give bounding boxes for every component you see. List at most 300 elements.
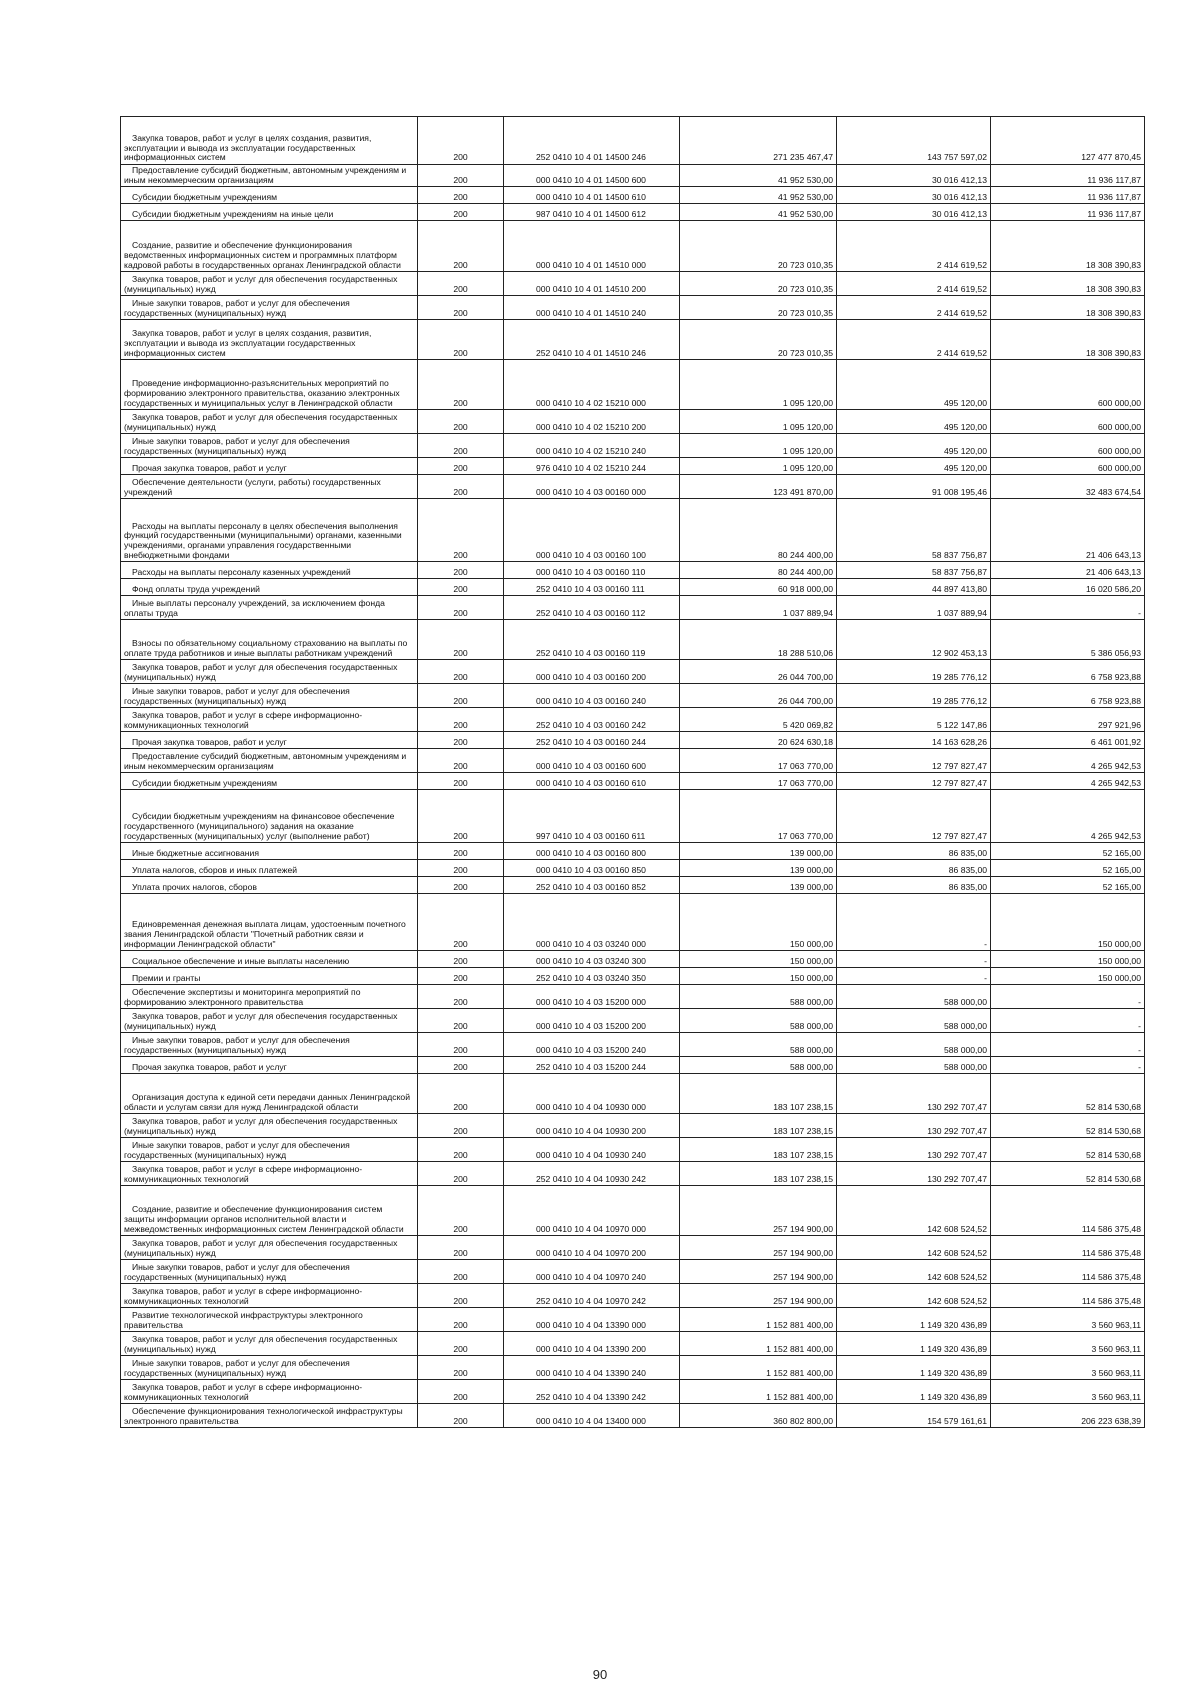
row-classification-code: 252 0410 10 4 01 14510 246 <box>504 320 680 360</box>
row-name: Взносы по обязательному социальному страхованию на выплаты по оплате труда работников и иные выплаты работникам учреждений <box>124 638 408 658</box>
table-row <box>121 272 1145 296</box>
row-classification-code: 252 0410 10 4 01 14500 246 <box>504 117 680 165</box>
row-classification-code: 252 0410 10 4 04 10930 242 <box>504 1162 680 1186</box>
row-executed-amount: 2 414 619,52 <box>837 296 991 320</box>
row-line-code: 200 <box>418 1057 504 1074</box>
row-line-code: 200 <box>418 951 504 968</box>
row-line-code: 200 <box>418 1284 504 1308</box>
row-classification-code: 000 0410 10 4 03 00160 110 <box>504 562 680 579</box>
row-name-cell <box>121 296 418 320</box>
row-executed-amount: 588 000,00 <box>837 985 991 1009</box>
row-name-cell <box>121 1236 418 1260</box>
row-line-code: 200 <box>418 499 504 562</box>
table-row <box>121 985 1145 1009</box>
row-name-cell <box>121 596 418 620</box>
row-remaining-amount: 600 000,00 <box>991 458 1145 475</box>
row-approved-amount: 588 000,00 <box>680 1057 837 1074</box>
row-name-cell <box>121 894 418 951</box>
row-line-code: 200 <box>418 562 504 579</box>
row-approved-amount: 20 723 010,35 <box>680 320 837 360</box>
table-row <box>121 499 1145 562</box>
row-classification-code: 000 0410 10 4 02 15210 240 <box>504 434 680 458</box>
row-executed-amount: 12 902 453,13 <box>837 620 991 660</box>
page-number: 90 <box>592 1667 608 1682</box>
row-line-code: 200 <box>418 204 504 221</box>
row-line-code: 200 <box>418 860 504 877</box>
row-name: Премии и гранты <box>132 972 201 983</box>
row-executed-amount: 154 579 161,61 <box>837 1404 991 1428</box>
row-name: Обеспечение функционирования технологической инфраструктуры электронного правительства <box>124 1406 403 1426</box>
row-name: Фонд оплаты труда учреждений <box>132 583 260 594</box>
row-line-code: 200 <box>418 1114 504 1138</box>
row-name: Прочая закупка товаров, работ и услуг <box>132 462 287 473</box>
table-body <box>121 117 1145 1428</box>
row-approved-amount: 80 244 400,00 <box>680 562 837 579</box>
table-row <box>121 221 1145 272</box>
table-row <box>121 1404 1145 1428</box>
row-executed-amount: 86 835,00 <box>837 843 991 860</box>
row-executed-amount: 142 608 524,52 <box>837 1186 991 1236</box>
row-name: Иные закупки товаров, работ и услуг для обеспечения государственных (муниципальных) нужд <box>124 1262 350 1282</box>
row-approved-amount: 150 000,00 <box>680 894 837 951</box>
row-executed-amount: 30 016 412,13 <box>837 165 991 187</box>
row-classification-code: 252 0410 10 4 03 00160 112 <box>504 596 680 620</box>
row-line-code: 200 <box>418 221 504 272</box>
row-name: Единовременная денежная выплата лицам, удостоенным почетного звания Ленинградской области "Почетный работник связи и информации Ленинградской области" <box>124 919 406 949</box>
row-name: Закупка товаров, работ и услуг в сфере информационно-коммуникационных технологий <box>124 1164 363 1184</box>
row-approved-amount: 60 918 000,00 <box>680 579 837 596</box>
row-name-cell <box>121 860 418 877</box>
row-remaining-amount: 6 758 923,88 <box>991 660 1145 684</box>
table-row <box>121 410 1145 434</box>
row-line-code: 200 <box>418 790 504 843</box>
row-approved-amount: 360 802 800,00 <box>680 1404 837 1428</box>
table-row <box>121 1236 1145 1260</box>
row-line-code: 200 <box>418 1356 504 1380</box>
row-name: Иные закупки товаров, работ и услуг для обеспечения государственных (муниципальных) нужд <box>124 436 350 456</box>
row-name-cell <box>121 749 418 773</box>
row-approved-amount: 588 000,00 <box>680 985 837 1009</box>
row-remaining-amount: - <box>991 1033 1145 1057</box>
row-line-code: 200 <box>418 165 504 187</box>
row-remaining-amount: 18 308 390,83 <box>991 296 1145 320</box>
row-remaining-amount: 6 758 923,88 <box>991 684 1145 708</box>
table-row <box>121 1186 1145 1236</box>
row-remaining-amount: 11 936 117,87 <box>991 165 1145 187</box>
row-approved-amount: 150 000,00 <box>680 951 837 968</box>
row-line-code: 200 <box>418 1236 504 1260</box>
table-row <box>121 320 1145 360</box>
row-name-cell <box>121 1332 418 1356</box>
row-name-cell <box>121 1162 418 1186</box>
row-line-code: 200 <box>418 1332 504 1356</box>
row-name-cell <box>121 499 418 562</box>
budget-execution-table <box>120 116 1145 1428</box>
row-name-cell <box>121 320 418 360</box>
row-line-code: 200 <box>418 684 504 708</box>
row-name: Субсидии бюджетным учреждениям на финансовое обеспечение государственного (муниципального) задания на оказание государственных (муниципальных) услуг (выполнение работ) <box>124 811 395 841</box>
table-row <box>121 579 1145 596</box>
row-executed-amount: 495 120,00 <box>837 410 991 434</box>
table-row <box>121 1009 1145 1033</box>
table-row <box>121 1308 1145 1332</box>
row-name: Расходы на выплаты персоналу в целях обеспечения выполнения функций государственными (муниципальными) органами, казенными учреждениями, органами управления государственными внебюджетными фондами <box>124 520 402 560</box>
row-approved-amount: 1 037 889,94 <box>680 596 837 620</box>
row-remaining-amount: 52 814 530,68 <box>991 1074 1145 1114</box>
row-line-code: 200 <box>418 708 504 732</box>
row-classification-code: 000 0410 10 4 04 13390 000 <box>504 1308 680 1332</box>
row-name-cell <box>121 434 418 458</box>
row-approved-amount: 26 044 700,00 <box>680 684 837 708</box>
row-executed-amount: 130 292 707,47 <box>837 1138 991 1162</box>
budget-table-sheet <box>120 116 1144 1428</box>
row-executed-amount: 143 757 597,02 <box>837 117 991 165</box>
table-row <box>121 749 1145 773</box>
row-name-cell <box>121 843 418 860</box>
row-approved-amount: 139 000,00 <box>680 860 837 877</box>
row-line-code: 200 <box>418 360 504 410</box>
table-row <box>121 1114 1145 1138</box>
table-row <box>121 1033 1145 1057</box>
row-classification-code: 000 0410 10 4 02 15210 200 <box>504 410 680 434</box>
row-name: Иные закупки товаров, работ и услуг для обеспечения государственных (муниципальных) нужд <box>124 1140 350 1160</box>
row-executed-amount: 58 837 756,87 <box>837 499 991 562</box>
row-remaining-amount: 114 586 375,48 <box>991 1186 1145 1236</box>
table-row <box>121 1332 1145 1356</box>
row-classification-code: 252 0410 10 4 03 00160 242 <box>504 708 680 732</box>
row-line-code: 200 <box>418 434 504 458</box>
row-name: Иные бюджетные ассигнования <box>132 847 260 858</box>
row-line-code: 200 <box>418 117 504 165</box>
row-name: Закупка товаров, работ и услуг в целях создания, развития, эксплуатации и вывода из эксплуатации государственных информационных систем <box>124 328 372 358</box>
row-executed-amount: 12 797 827,47 <box>837 790 991 843</box>
row-name: Прочая закупка товаров, работ и услуг <box>132 736 287 747</box>
row-classification-code: 000 0410 10 4 03 15200 240 <box>504 1033 680 1057</box>
row-name: Субсидии бюджетным учреждениям <box>132 191 278 202</box>
row-classification-code: 000 0410 10 4 04 10930 200 <box>504 1114 680 1138</box>
row-approved-amount: 20 723 010,35 <box>680 272 837 296</box>
table-row <box>121 475 1145 499</box>
row-remaining-amount: - <box>991 596 1145 620</box>
row-executed-amount: 44 897 413,80 <box>837 579 991 596</box>
row-name: Обеспечение экспертизы и мониторинга мероприятий по формированию электронного правительства <box>124 987 361 1007</box>
row-line-code: 200 <box>418 1009 504 1033</box>
row-executed-amount: - <box>837 968 991 985</box>
row-remaining-amount: 3 560 963,11 <box>991 1380 1145 1404</box>
row-line-code: 200 <box>418 296 504 320</box>
row-name-cell <box>121 204 418 221</box>
row-remaining-amount: 206 223 638,39 <box>991 1404 1145 1428</box>
row-name-cell <box>121 1186 418 1236</box>
row-classification-code: 000 0410 10 4 03 00160 600 <box>504 749 680 773</box>
row-executed-amount: 1 037 889,94 <box>837 596 991 620</box>
row-remaining-amount: 4 265 942,53 <box>991 790 1145 843</box>
row-name-cell <box>121 562 418 579</box>
row-name-cell <box>121 458 418 475</box>
row-remaining-amount: 18 308 390,83 <box>991 221 1145 272</box>
row-classification-code: 000 0410 10 4 03 03240 300 <box>504 951 680 968</box>
row-executed-amount: 588 000,00 <box>837 1033 991 1057</box>
row-remaining-amount: 150 000,00 <box>991 968 1145 985</box>
row-name: Иные закупки товаров, работ и услуг для обеспечения государственных (муниципальных) нужд <box>124 686 350 706</box>
row-name-cell <box>121 968 418 985</box>
row-name-cell <box>121 1380 418 1404</box>
row-remaining-amount: 127 477 870,45 <box>991 117 1145 165</box>
row-remaining-amount: 18 308 390,83 <box>991 272 1145 296</box>
row-executed-amount: 1 149 320 436,89 <box>837 1308 991 1332</box>
row-approved-amount: 17 063 770,00 <box>680 773 837 790</box>
row-remaining-amount: - <box>991 985 1145 1009</box>
row-remaining-amount: 11 936 117,87 <box>991 204 1145 221</box>
row-classification-code: 000 0410 10 4 01 14510 200 <box>504 272 680 296</box>
row-name: Развитие технологической инфраструктуры электронного правительства <box>124 1310 363 1330</box>
row-name-cell <box>121 708 418 732</box>
row-name-cell <box>121 272 418 296</box>
row-name-cell <box>121 1074 418 1114</box>
row-classification-code: 000 0410 10 4 03 00160 100 <box>504 499 680 562</box>
row-executed-amount: - <box>837 894 991 951</box>
row-executed-amount: - <box>837 951 991 968</box>
row-executed-amount: 130 292 707,47 <box>837 1114 991 1138</box>
row-approved-amount: 5 420 069,82 <box>680 708 837 732</box>
row-remaining-amount: 5 386 056,93 <box>991 620 1145 660</box>
row-line-code: 200 <box>418 843 504 860</box>
row-line-code: 200 <box>418 985 504 1009</box>
row-approved-amount: 20 723 010,35 <box>680 296 837 320</box>
row-approved-amount: 257 194 900,00 <box>680 1284 837 1308</box>
row-remaining-amount: 18 308 390,83 <box>991 320 1145 360</box>
row-line-code: 200 <box>418 1404 504 1428</box>
table-row <box>121 1380 1145 1404</box>
row-name: Закупка товаров, работ и услуг в сфере информационно-коммуникационных технологий <box>124 1286 363 1306</box>
row-executed-amount: 495 120,00 <box>837 458 991 475</box>
row-classification-code: 000 0410 10 4 03 00160 000 <box>504 475 680 499</box>
row-executed-amount: 58 837 756,87 <box>837 562 991 579</box>
table-row <box>121 1260 1145 1284</box>
row-name-cell <box>121 117 418 165</box>
row-remaining-amount: 600 000,00 <box>991 410 1145 434</box>
row-line-code: 200 <box>418 1186 504 1236</box>
row-classification-code: 000 0410 10 4 04 13390 200 <box>504 1332 680 1356</box>
row-classification-code: 252 0410 10 4 03 00160 852 <box>504 877 680 894</box>
row-name-cell <box>121 475 418 499</box>
row-line-code: 200 <box>418 749 504 773</box>
row-name-cell <box>121 1284 418 1308</box>
row-approved-amount: 183 107 238,15 <box>680 1138 837 1162</box>
row-approved-amount: 1 095 120,00 <box>680 458 837 475</box>
row-executed-amount: 588 000,00 <box>837 1057 991 1074</box>
row-remaining-amount: 114 586 375,48 <box>991 1236 1145 1260</box>
row-approved-amount: 1 152 881 400,00 <box>680 1308 837 1332</box>
row-name: Закупка товаров, работ и услуг для обеспечения государственных (муниципальных) нужд <box>124 1116 398 1136</box>
row-line-code: 200 <box>418 579 504 596</box>
row-executed-amount: 5 122 147,86 <box>837 708 991 732</box>
row-approved-amount: 150 000,00 <box>680 968 837 985</box>
table-row <box>121 458 1145 475</box>
row-remaining-amount: 52 165,00 <box>991 860 1145 877</box>
row-approved-amount: 1 095 120,00 <box>680 434 837 458</box>
row-remaining-amount: 600 000,00 <box>991 360 1145 410</box>
row-executed-amount: 1 149 320 436,89 <box>837 1356 991 1380</box>
row-remaining-amount: 32 483 674,54 <box>991 475 1145 499</box>
row-name-cell <box>121 773 418 790</box>
row-executed-amount: 142 608 524,52 <box>837 1260 991 1284</box>
row-approved-amount: 17 063 770,00 <box>680 749 837 773</box>
row-remaining-amount: 114 586 375,48 <box>991 1284 1145 1308</box>
row-remaining-amount: 52 165,00 <box>991 877 1145 894</box>
row-name: Иные выплаты персоналу учреждений, за исключением фонда оплаты труда <box>124 598 385 618</box>
row-name: Уплата налогов, сборов и иных платежей <box>132 864 298 875</box>
row-name-cell <box>121 360 418 410</box>
row-name: Иные закупки товаров, работ и услуг для обеспечения государственных (муниципальных) нужд <box>124 1035 350 1055</box>
table-row <box>121 620 1145 660</box>
row-classification-code: 000 0410 10 4 01 14510 240 <box>504 296 680 320</box>
row-name: Закупка товаров, работ и услуг в сфере информационно-коммуникационных технологий <box>124 1382 363 1402</box>
table-row <box>121 684 1145 708</box>
row-classification-code: 000 0410 10 4 04 10970 200 <box>504 1236 680 1260</box>
row-executed-amount: 2 414 619,52 <box>837 320 991 360</box>
row-name-cell <box>121 877 418 894</box>
row-line-code: 200 <box>418 187 504 204</box>
row-line-code: 200 <box>418 660 504 684</box>
row-classification-code: 000 0410 10 4 04 13390 240 <box>504 1356 680 1380</box>
row-executed-amount: 1 149 320 436,89 <box>837 1380 991 1404</box>
row-line-code: 200 <box>418 475 504 499</box>
table-row <box>121 1074 1145 1114</box>
row-approved-amount: 588 000,00 <box>680 1009 837 1033</box>
row-executed-amount: 2 414 619,52 <box>837 221 991 272</box>
row-remaining-amount: 4 265 942,53 <box>991 773 1145 790</box>
row-name: Закупка товаров, работ и услуг в сфере информационно-коммуникационных технологий <box>124 710 363 730</box>
row-approved-amount: 17 063 770,00 <box>680 790 837 843</box>
row-classification-code: 000 0410 10 4 03 00160 240 <box>504 684 680 708</box>
row-executed-amount: 19 285 776,12 <box>837 684 991 708</box>
row-approved-amount: 1 095 120,00 <box>680 410 837 434</box>
row-name: Иные закупки товаров, работ и услуг для обеспечения государственных (муниципальных) нужд <box>124 1358 350 1378</box>
row-classification-code: 000 0410 10 4 03 15200 200 <box>504 1009 680 1033</box>
row-approved-amount: 139 000,00 <box>680 843 837 860</box>
row-remaining-amount: - <box>991 1009 1145 1033</box>
row-classification-code: 987 0410 10 4 01 14500 612 <box>504 204 680 221</box>
table-row <box>121 894 1145 951</box>
row-name-cell <box>121 1138 418 1162</box>
row-name: Расходы на выплаты персоналу казенных учреждений <box>132 566 351 577</box>
table-row <box>121 204 1145 221</box>
row-approved-amount: 80 244 400,00 <box>680 499 837 562</box>
row-executed-amount: 142 608 524,52 <box>837 1236 991 1260</box>
row-executed-amount: 12 797 827,47 <box>837 749 991 773</box>
row-approved-amount: 271 235 467,47 <box>680 117 837 165</box>
row-remaining-amount: 600 000,00 <box>991 434 1145 458</box>
row-approved-amount: 588 000,00 <box>680 1033 837 1057</box>
table-row <box>121 165 1145 187</box>
row-classification-code: 252 0410 10 4 03 00160 111 <box>504 579 680 596</box>
table-row <box>121 968 1145 985</box>
row-name-cell <box>121 165 418 187</box>
table-row <box>121 1138 1145 1162</box>
row-name: Создание, развитие и обеспечение функционирования ведомственных информационных систем и программных платформ кадровой работы в государственных органах Ленинградской области <box>124 240 401 270</box>
table-row <box>121 1057 1145 1074</box>
table-row <box>121 732 1145 749</box>
table-row <box>121 360 1145 410</box>
row-line-code: 200 <box>418 410 504 434</box>
row-approved-amount: 183 107 238,15 <box>680 1074 837 1114</box>
row-executed-amount: 142 608 524,52 <box>837 1284 991 1308</box>
row-line-code: 200 <box>418 458 504 475</box>
row-executed-amount: 1 149 320 436,89 <box>837 1332 991 1356</box>
row-name-cell <box>121 1260 418 1284</box>
row-classification-code: 000 0410 10 4 04 10970 000 <box>504 1186 680 1236</box>
row-name: Закупка товаров, работ и услуг для обеспечения государственных (муниципальных) нужд <box>124 662 398 682</box>
row-classification-code: 000 0410 10 4 03 15200 000 <box>504 985 680 1009</box>
row-executed-amount: 19 285 776,12 <box>837 660 991 684</box>
row-classification-code: 252 0410 10 4 03 00160 244 <box>504 732 680 749</box>
row-classification-code: 252 0410 10 4 03 15200 244 <box>504 1057 680 1074</box>
table-row <box>121 1162 1145 1186</box>
row-name-cell <box>121 790 418 843</box>
row-classification-code: 000 0410 10 4 03 00160 200 <box>504 660 680 684</box>
row-name: Прочая закупка товаров, работ и услуг <box>132 1061 287 1072</box>
row-approved-amount: 41 952 530,00 <box>680 204 837 221</box>
row-approved-amount: 18 288 510,06 <box>680 620 837 660</box>
row-classification-code: 000 0410 10 4 03 00160 800 <box>504 843 680 860</box>
row-name: Уплата прочих налогов, сборов <box>132 881 257 892</box>
row-classification-code: 252 0410 10 4 04 10970 242 <box>504 1284 680 1308</box>
row-line-code: 200 <box>418 620 504 660</box>
row-classification-code: 000 0410 10 4 01 14500 610 <box>504 187 680 204</box>
table-row <box>121 596 1145 620</box>
row-name: Закупка товаров, работ и услуг для обеспечения государственных (муниципальных) нужд <box>124 1334 398 1354</box>
row-remaining-amount: 52 814 530,68 <box>991 1138 1145 1162</box>
row-approved-amount: 20 723 010,35 <box>680 221 837 272</box>
row-name-cell <box>121 1356 418 1380</box>
row-executed-amount: 495 120,00 <box>837 434 991 458</box>
row-name-cell <box>121 985 418 1009</box>
row-name-cell <box>121 1057 418 1074</box>
row-name-cell <box>121 1009 418 1033</box>
row-classification-code: 252 0410 10 4 04 13390 242 <box>504 1380 680 1404</box>
row-classification-code: 000 0410 10 4 01 14500 600 <box>504 165 680 187</box>
row-name: Организация доступа к единой сети передачи данных Ленинградской области и услугам связи для нужд Ленинградской области <box>124 1092 411 1112</box>
row-remaining-amount: 52 814 530,68 <box>991 1114 1145 1138</box>
row-line-code: 200 <box>418 1308 504 1332</box>
row-executed-amount: 495 120,00 <box>837 360 991 410</box>
row-approved-amount: 257 194 900,00 <box>680 1236 837 1260</box>
row-classification-code: 252 0410 10 4 03 00160 119 <box>504 620 680 660</box>
row-executed-amount: 30 016 412,13 <box>837 187 991 204</box>
table-row <box>121 708 1145 732</box>
row-remaining-amount: 11 936 117,87 <box>991 187 1145 204</box>
row-name: Предоставление субсидий бюджетным, автономным учреждениям и иным некоммерческим организациям <box>124 165 407 185</box>
row-approved-amount: 123 491 870,00 <box>680 475 837 499</box>
row-executed-amount: 2 414 619,52 <box>837 272 991 296</box>
row-approved-amount: 1 095 120,00 <box>680 360 837 410</box>
row-classification-code: 000 0410 10 4 02 15210 000 <box>504 360 680 410</box>
row-name-cell <box>121 221 418 272</box>
row-line-code: 200 <box>418 877 504 894</box>
row-name: Закупка товаров, работ и услуг для обеспечения государственных (муниципальных) нужд <box>124 1238 398 1258</box>
row-remaining-amount: 3 560 963,11 <box>991 1356 1145 1380</box>
row-name-cell <box>121 732 418 749</box>
row-name-cell <box>121 1308 418 1332</box>
row-remaining-amount: 16 020 586,20 <box>991 579 1145 596</box>
row-classification-code: 000 0410 10 4 01 14510 000 <box>504 221 680 272</box>
row-approved-amount: 26 044 700,00 <box>680 660 837 684</box>
row-approved-amount: 41 952 530,00 <box>680 165 837 187</box>
row-remaining-amount: 4 265 942,53 <box>991 749 1145 773</box>
row-name-cell <box>121 1033 418 1057</box>
table-row <box>121 1284 1145 1308</box>
